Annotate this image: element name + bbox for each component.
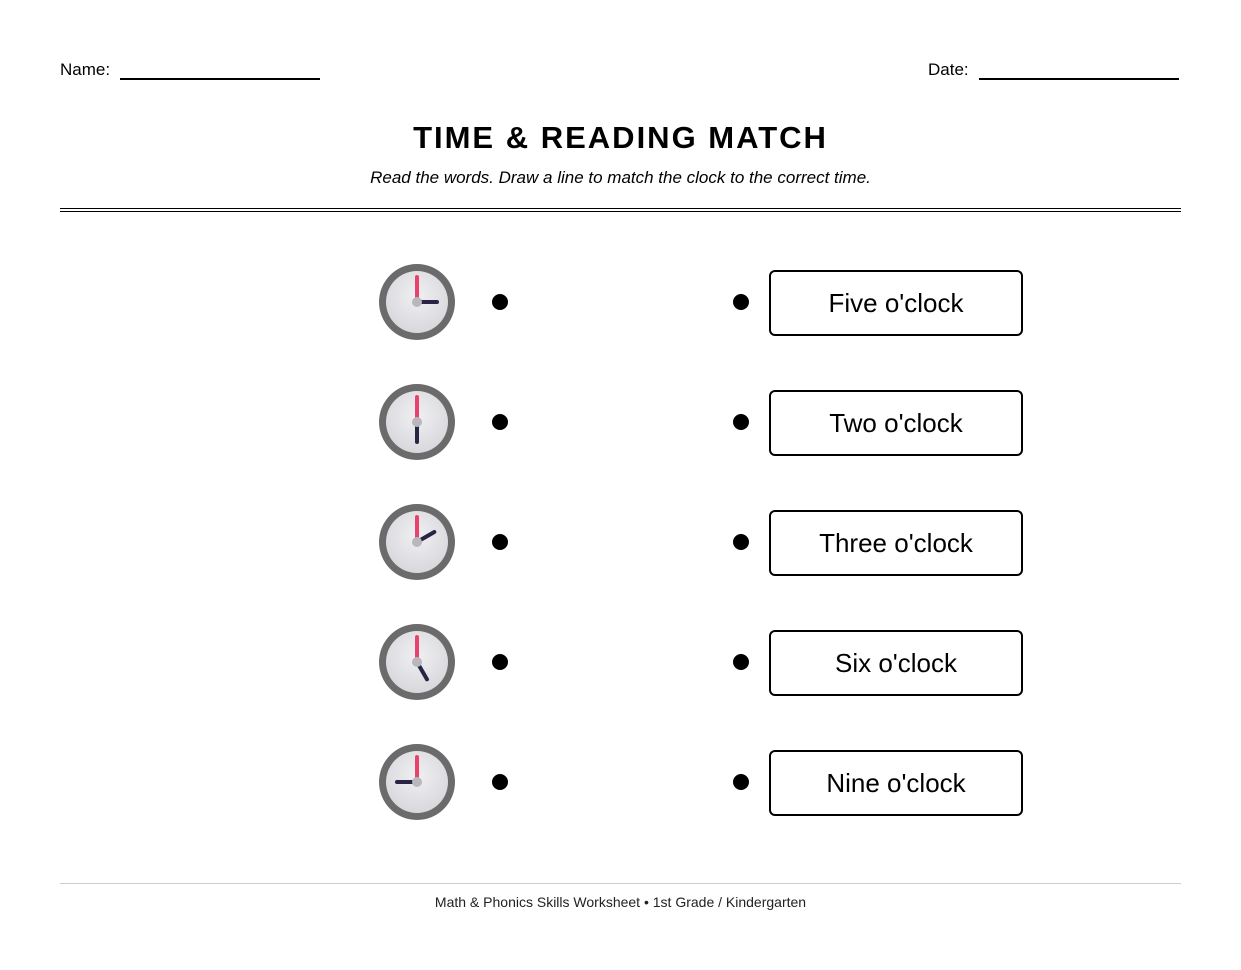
clock-dot[interactable]	[492, 534, 508, 550]
answer-dot[interactable]	[733, 414, 749, 430]
answer-box	[769, 270, 1023, 336]
clock-icon	[377, 502, 457, 582]
page-title: TIME & READING MATCH	[413, 120, 828, 155]
date-line[interactable]	[979, 64, 1179, 80]
answer-label: Five o'clock	[828, 287, 964, 318]
name-label: Name:	[60, 60, 111, 79]
match-row	[0, 622, 1241, 702]
clock-dot[interactable]	[492, 294, 508, 310]
clock-dot[interactable]	[492, 414, 508, 430]
answer-box	[769, 510, 1023, 576]
answer-dot[interactable]	[733, 534, 749, 550]
footer-text: Math & Phonics Skills Worksheet • 1st Grade / Kindergarten	[434, 894, 807, 910]
name-line[interactable]	[120, 64, 320, 80]
answer-label: Two o'clock	[829, 407, 963, 438]
clock-dot[interactable]	[492, 654, 508, 670]
answer-label: Three o'clock	[819, 527, 973, 558]
date-field	[928, 60, 1179, 80]
name-field	[60, 60, 320, 80]
clock-dot[interactable]	[492, 774, 508, 790]
clock-icon	[377, 262, 457, 342]
header-divider	[60, 208, 1181, 212]
answer-dot[interactable]	[733, 654, 749, 670]
match-row	[0, 502, 1241, 582]
clock-icon	[377, 622, 457, 702]
match-row	[0, 742, 1241, 822]
clock-icon	[377, 742, 457, 822]
answer-box	[769, 390, 1023, 456]
match-row	[0, 262, 1241, 342]
answer-dot[interactable]	[733, 294, 749, 310]
clock-icon	[377, 382, 457, 462]
instructions: Read the words. Draw a line to match the clock to the correct time.	[370, 168, 871, 187]
answer-box	[769, 750, 1023, 816]
answer-dot[interactable]	[733, 774, 749, 790]
answer-label: Nine o'clock	[826, 767, 966, 798]
date-label: Date:	[928, 60, 969, 79]
footer-divider	[60, 883, 1181, 884]
match-row	[0, 382, 1241, 462]
answer-label: Six o'clock	[834, 647, 957, 678]
answer-box	[769, 630, 1023, 696]
